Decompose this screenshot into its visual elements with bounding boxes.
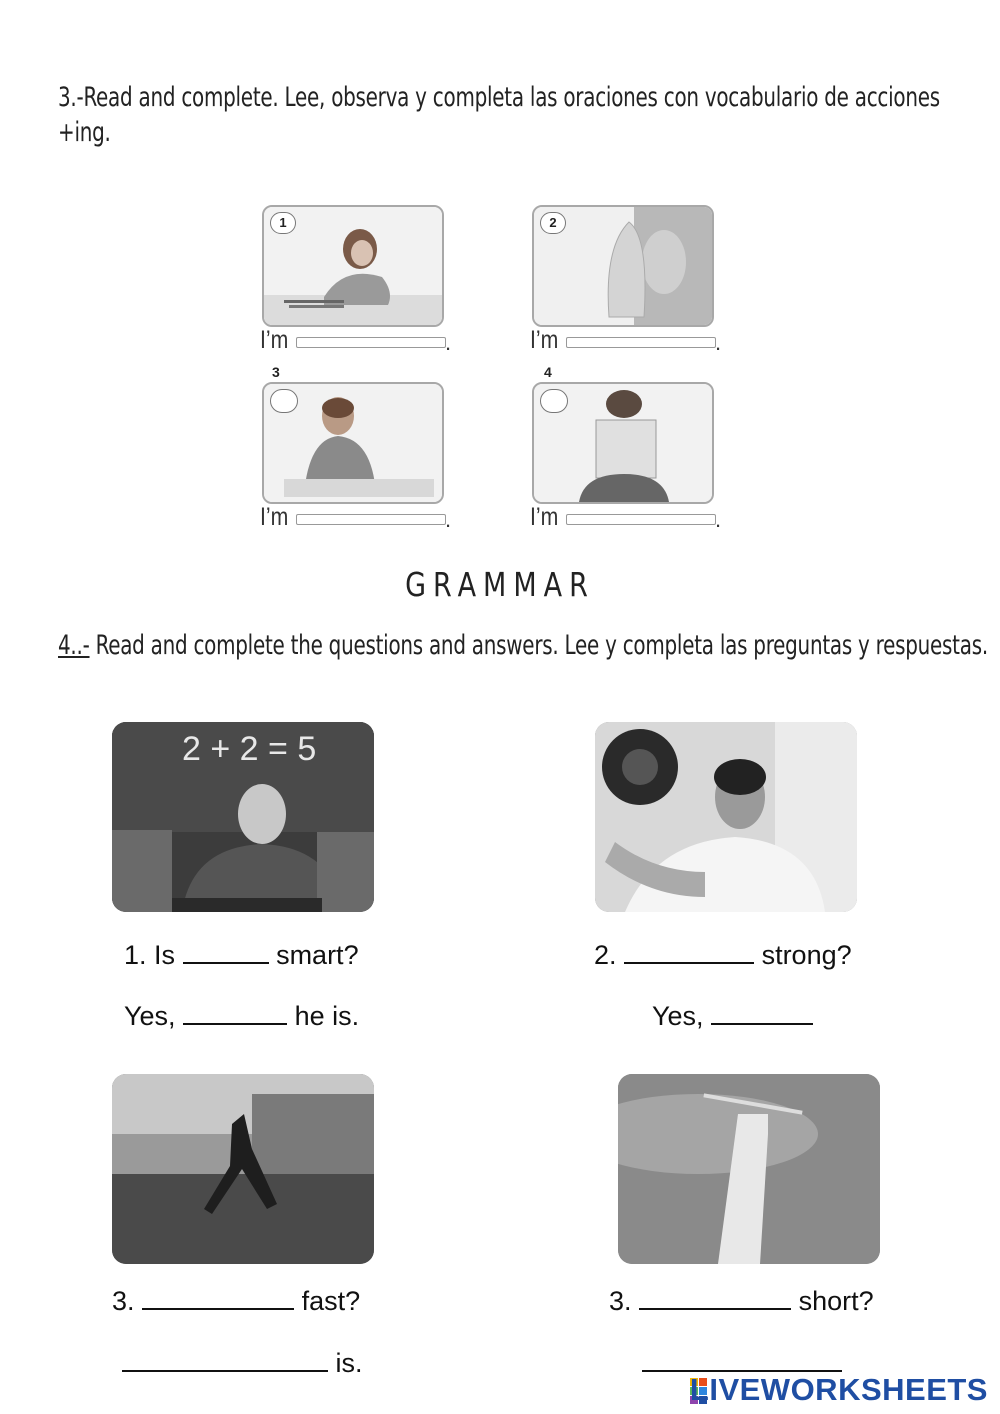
answer-blank[interactable] (624, 940, 754, 964)
im-label: I’m (260, 503, 289, 531)
answer-blank[interactable] (183, 1001, 287, 1025)
im-label: I’m (260, 326, 289, 354)
item-number-badge: 1 (270, 212, 296, 234)
period: . (715, 330, 722, 355)
question-2 (594, 940, 852, 971)
answer-blank[interactable] (122, 1348, 328, 1372)
exercise-4-text: Read and complete the questions and answers. Lee y completa las preguntas y respuestas. (89, 630, 988, 661)
answer-blank-4[interactable] (566, 514, 716, 525)
answer-blank[interactable] (639, 1286, 791, 1310)
answer-2 (652, 1001, 813, 1032)
picture-card-3 (262, 382, 444, 504)
question-3-start: 3. (112, 1286, 135, 1316)
question-1-end: smart? (276, 940, 359, 970)
photo-running-woman (112, 1074, 374, 1264)
period: . (715, 507, 722, 532)
empty-number-circle[interactable] (540, 389, 568, 413)
question-4-end: short? (798, 1286, 874, 1316)
exercise-4-instructions (58, 620, 1000, 672)
question-3-end: fast? (301, 1286, 361, 1316)
answer-1-end: he is. (294, 1001, 360, 1031)
question-2-end: strong? (761, 940, 852, 970)
answer-1 (124, 1001, 359, 1032)
exercise-number: 4..- (58, 630, 90, 661)
item-number-label: 3 (272, 364, 280, 380)
grammar-heading: GRAMMAR (405, 566, 595, 605)
picture-card-2 (532, 205, 714, 327)
answer-2-start: Yes, (652, 1001, 704, 1031)
photo-smart-teacher (112, 722, 374, 912)
question-1 (124, 940, 359, 971)
answer-3 (122, 1348, 363, 1379)
question-2-start: 2. (594, 940, 617, 970)
question-1-start: 1. Is (124, 940, 176, 970)
period: . (445, 507, 452, 532)
question-4-start: 3. (609, 1286, 632, 1316)
picture-card-1 (262, 205, 444, 327)
picture-card-4 (532, 382, 714, 504)
item-number-label: 4 (544, 364, 552, 380)
answer-blank[interactable] (642, 1348, 842, 1372)
photo-strong-man (595, 722, 857, 912)
question-3 (112, 1286, 360, 1317)
liveworksheets-watermark: LIVEWORKSHEETS (689, 1372, 988, 1407)
empty-number-circle[interactable] (270, 389, 298, 413)
exercise-3-instructions: 3.-Read and complete. Lee, observa y completa las oraciones con vocabulario de acciones +ing. (58, 82, 940, 148)
answer-blank-1[interactable] (296, 337, 446, 348)
answer-blank[interactable] (142, 1286, 294, 1310)
answer-blank-3[interactable] (296, 514, 446, 525)
im-label: I’m (530, 326, 559, 354)
photo-tall-woman (618, 1074, 880, 1264)
answer-blank[interactable] (183, 940, 269, 964)
im-label: I’m (530, 503, 559, 531)
answer-1-start: Yes, (124, 1001, 176, 1031)
period: . (445, 330, 452, 355)
question-4 (609, 1286, 874, 1317)
chalkboard-equation: 2 + 2 = 5 (182, 730, 317, 768)
answer-blank-2[interactable] (566, 337, 716, 348)
answer-blank[interactable] (711, 1001, 813, 1025)
item-number-badge: 2 (540, 212, 566, 234)
answer-3-end: is. (335, 1348, 363, 1378)
